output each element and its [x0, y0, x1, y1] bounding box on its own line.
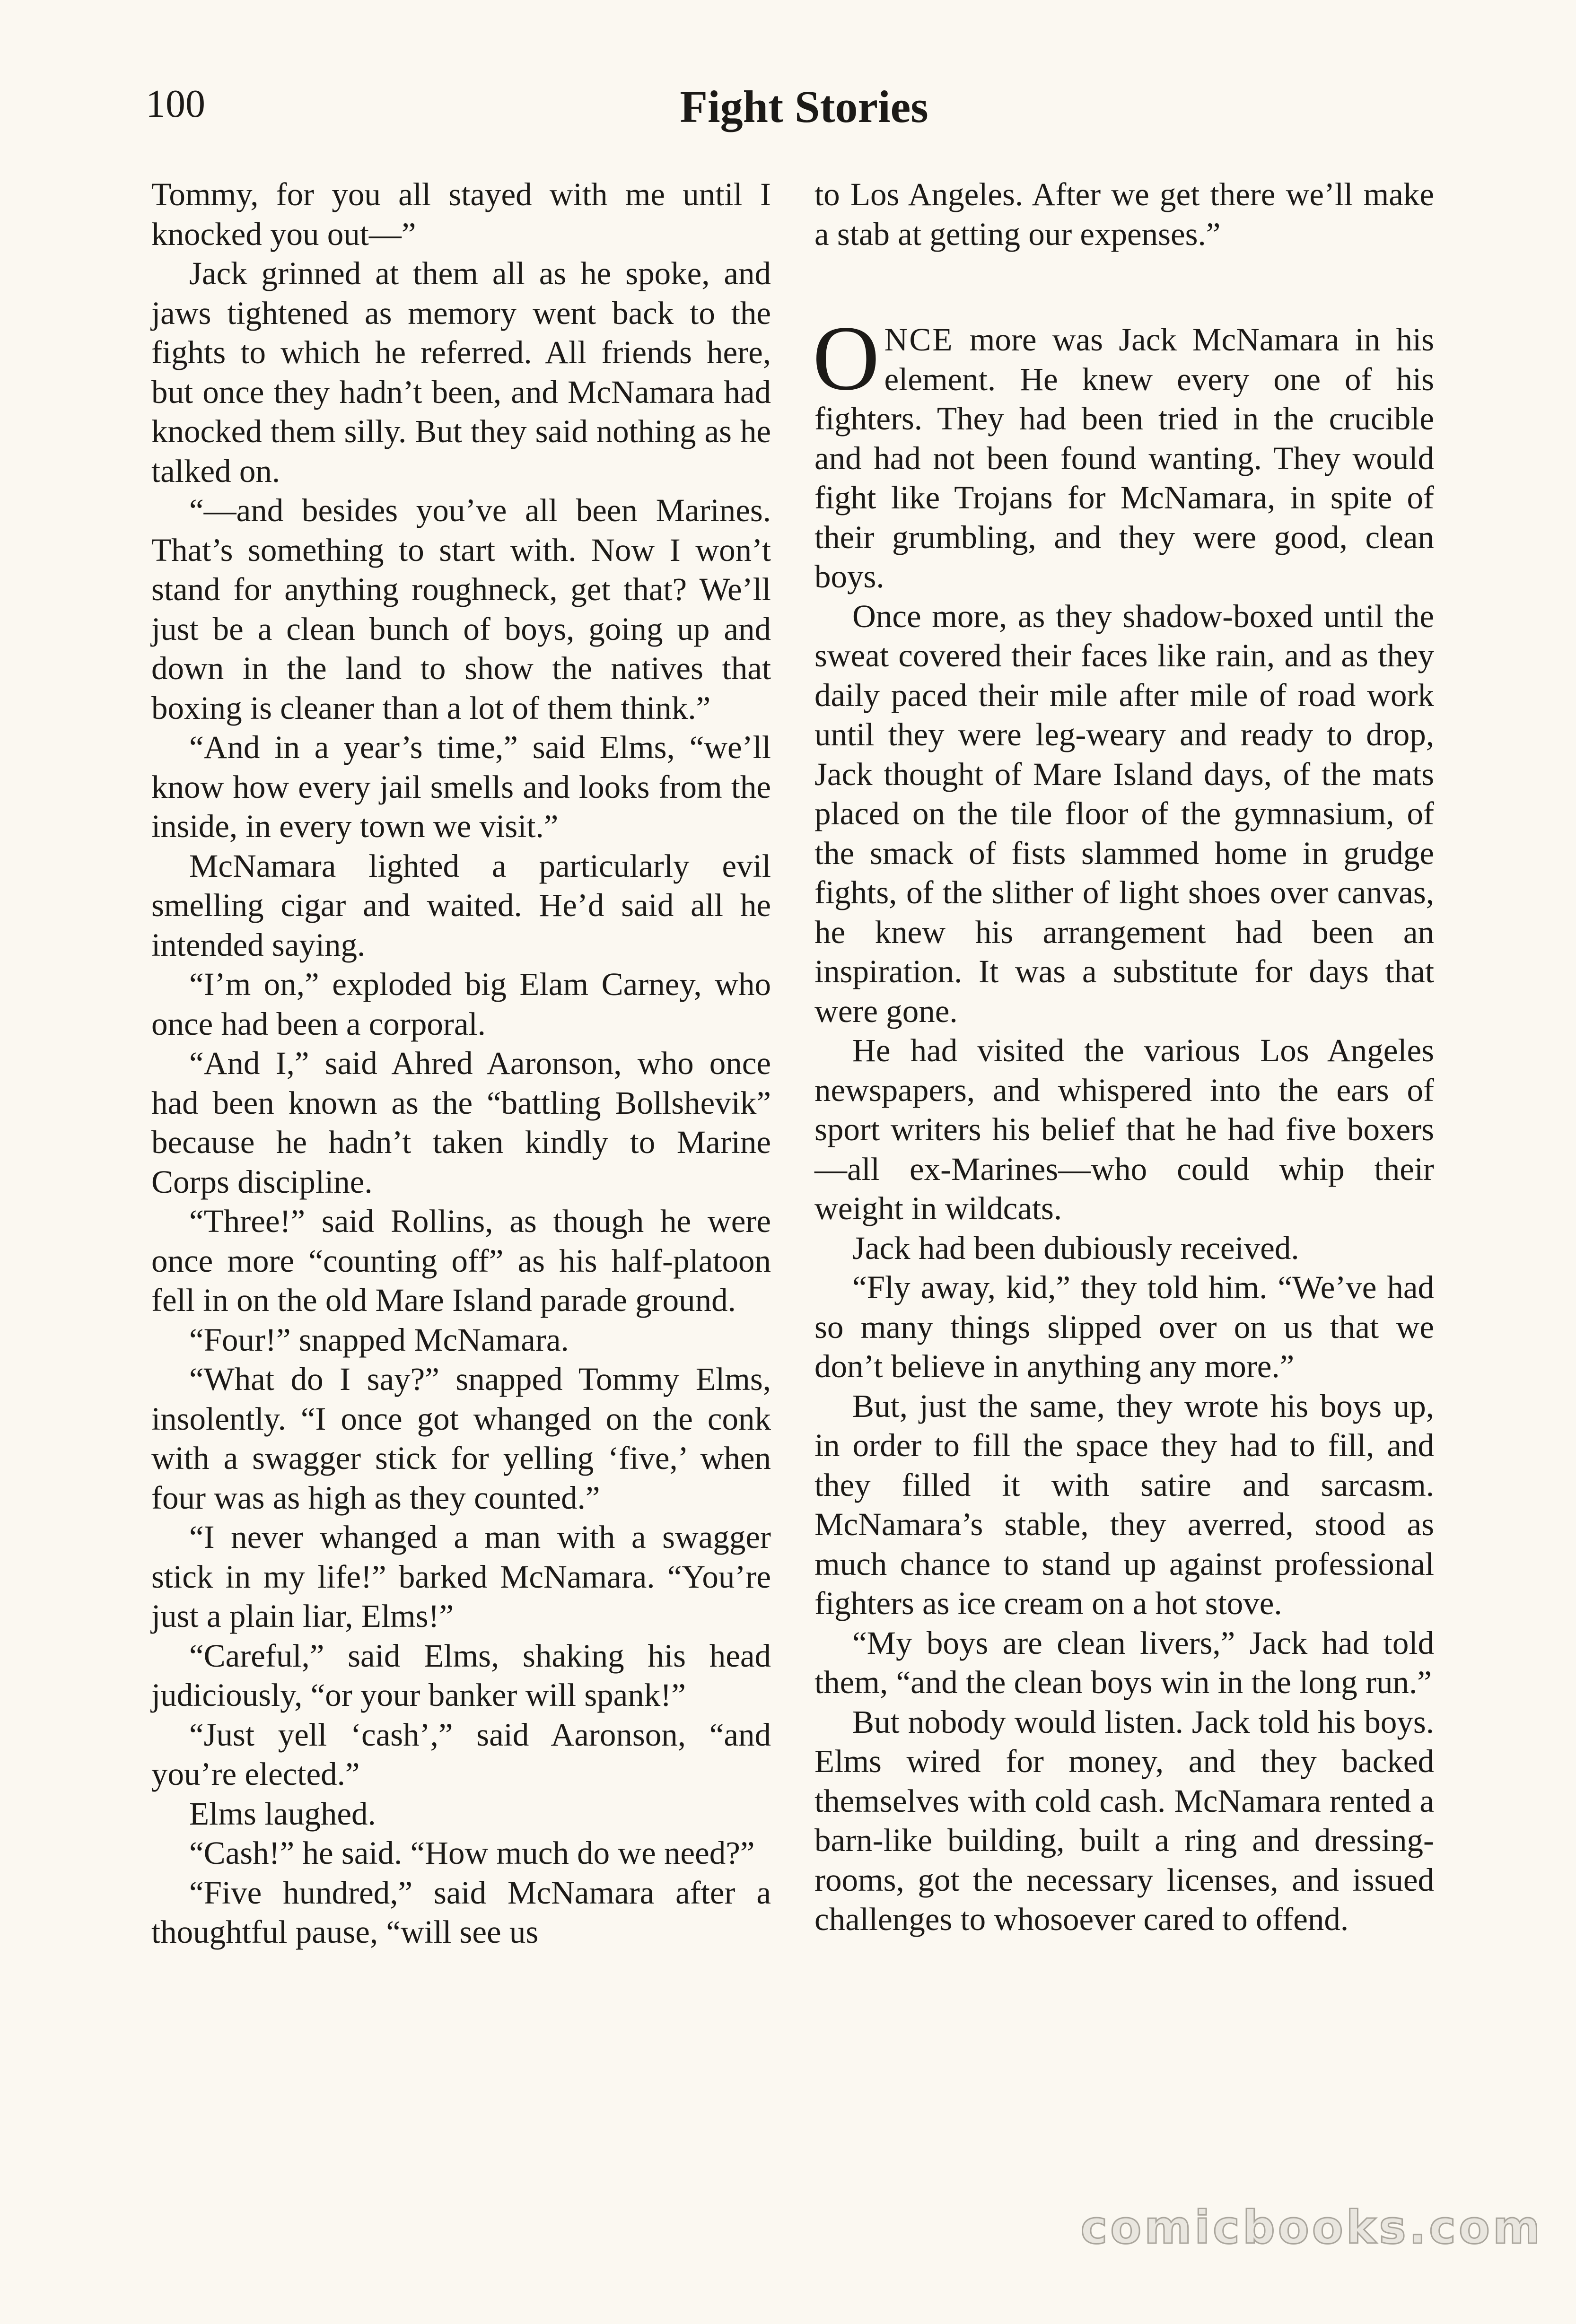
- paragraph: “Three!” said Rollins, as though he were once more “counting off” as his half-platoon fell in on the old Mare Island parade ground.: [151, 1203, 771, 1318]
- section-opening-paragraph: [813, 307, 1434, 597]
- paragraph: “—and besides you’ve all been Marines. That’s something to start with. Now I won’t stand for anything roughneck, get that? We’ll just be a clean bunch of boys, going up and down in the land to show the natives that boxing is cleaner than a lot of them think.”: [151, 492, 771, 726]
- paragraph: McNamara lighted a particularly evil smelling cigar and waited. He’d said all he intended saying.: [151, 847, 771, 963]
- paragraph: “And I,” said Ahred Aaronson, who once had been known as the “battling Bollshevik” because he hadn’t taken kindly to Marine Corps discipline.: [151, 1045, 771, 1200]
- paragraph: “Cash!” he said. “How much do we need?”: [189, 1835, 755, 1871]
- paragraph: “Careful,” said Elms, shaking his head judiciously, “or your banker will spank!”: [151, 1637, 771, 1713]
- drop-cap: O: [813, 307, 880, 410]
- paragraph: But nobody would listen. Jack told his boys. Elms wired for money, and they backed themselves with cold cash. McNamara rented a barn-like building, built a ring and dressing-rooms, got the necessary licenses, and issued challenges to whosoever cared to offend.: [814, 1704, 1434, 1937]
- left-text-column: [151, 175, 771, 1952]
- paragraph: to Los Angeles. After we get there we’ll make a stab at getting our expenses.”: [814, 176, 1434, 252]
- right-text-column: [814, 175, 1434, 1940]
- paragraph: “I never whanged a man with a swagger stick in my life!” barked McNamara. “You’re just a plain liar, Elms!”: [151, 1519, 771, 1634]
- page-number: 100: [146, 82, 205, 126]
- paragraph: He had visited the various Los Angeles newspapers, and whispered into the ears of sport writers his belief that he had five boxers—all ex-Marines—who could whip their weight in wildcats.: [814, 1032, 1434, 1226]
- paragraph: “Just yell ‘cash’,” said Aaronson, “and you’re elected.”: [151, 1716, 771, 1792]
- paragraph: Jack had been dubiously received.: [852, 1230, 1299, 1266]
- running-head: Fight Stories: [680, 81, 928, 132]
- paragraph: “What do I say?” snapped Tommy Elms, insolently. “I once got whanged on the conk with a swagger stick for yelling ‘five,’ when four was as high as they counted.”: [151, 1361, 771, 1516]
- paragraph: Tommy, for you all stayed with me until I knocked you out—”: [151, 176, 771, 252]
- paragraph-text: more was Jack McNamara in his element. He knew every one of his fighters. They had been tried in the crucible and had not been found wanting. They would fight like Trojans for McNamara, in spite of their grumbling, and they were good, clean boys.: [814, 322, 1434, 594]
- paragraph: But, just the same, they wrote his boys up, in order to fill the space they had to fill, and they filled it with satire and sarcasm. McNamara’s stable, they averred, stood as much chance to stand up against professional fighters as ice cream on a hot stove.: [814, 1388, 1434, 1621]
- paragraph: “Four!” snapped McNamara.: [189, 1321, 569, 1358]
- lead-caps: NCE: [884, 322, 954, 358]
- paragraph: “Five hundred,” said McNamara after a thoughtful pause, “will see us: [151, 1874, 771, 1950]
- paragraph: “My boys are clean livers,” Jack had told them, “and the clean boys win in the long run.”: [814, 1625, 1434, 1700]
- paragraph: “And in a year’s time,” said Elms, “we’ll know how every jail smells and looks from the inside, in every town we visit.”: [151, 729, 771, 844]
- paragraph: “Fly away, kid,” they told him. “We’ve had so many things slipped over on us that we don’t believe in anything any more.”: [814, 1269, 1434, 1384]
- paragraph: Jack grinned at them all as he spoke, and jaws tightened as memory went back to the fights to which he referred. All friends here, but once they hadn’t been, and McNamara had knocked them silly. But they said nothing as he talked on.: [151, 255, 771, 489]
- paragraph: Elms laughed.: [189, 1795, 376, 1832]
- watermark: comicbooks.com: [1080, 2201, 1543, 2254]
- paragraph: Once more, as they shadow-boxed until the sweat covered their faces like rain, and as they daily paced their mile after mile of road work until they were leg-weary and ready to drop, Jack thought of Mare Island days, of the mats placed on the tile floor of the gymnasium, of the smack of fists slammed home in grudge fights, of the slither of light shoes over canvas, he knew his arrangement had been an inspiration. It was a substitute for days that were gone.: [814, 598, 1434, 1029]
- paragraph: “I’m on,” exploded big Elam Carney, who once had been a corporal.: [151, 966, 771, 1042]
